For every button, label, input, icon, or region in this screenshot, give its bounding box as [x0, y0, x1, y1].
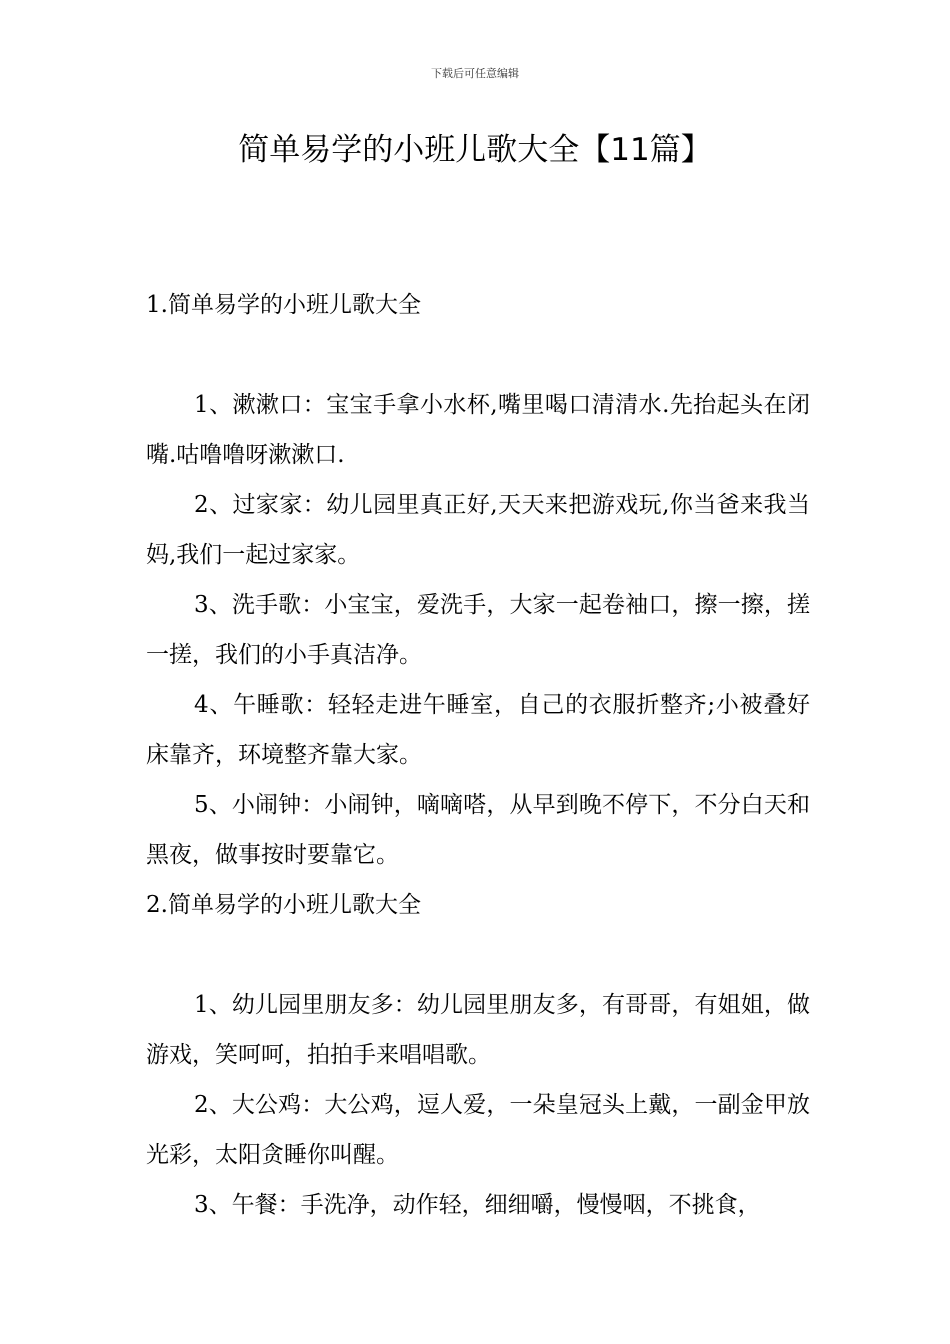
section-heading: 2.简单易学的小班儿歌大全	[146, 892, 421, 918]
document-body	[146, 280, 810, 1230]
poem-paragraph: 3、午餐：手洗净，动作轻，细细嚼，慢慢咽，不挑食，	[194, 1192, 761, 1218]
poem-paragraph: 4、午睡歌：轻轻走进午睡室，自己的衣服折整齐;小被叠好床靠齐，环境整齐靠大家。	[146, 692, 810, 768]
poem-paragraph: 3、洗手歌：小宝宝，爱洗手，大家一起卷袖口，擦一擦，搓一搓，我们的小手真洁净。	[146, 592, 810, 668]
header-note: 下载后可任意编辑	[431, 67, 519, 80]
blank-line	[146, 330, 810, 380]
section-2	[146, 880, 810, 1230]
poem-paragraph: 1、幼儿园里朋友多：幼儿园里朋友多，有哥哥，有姐姐，做游戏，笑呵呵，拍拍手来唱唱歌。	[146, 992, 810, 1068]
section-heading: 1.简单易学的小班儿歌大全	[146, 292, 421, 318]
blank-line	[146, 930, 810, 980]
poem-paragraph: 5、小闹钟：小闹钟，嘀嘀嗒，从早到晚不停下，不分白天和黑夜，做事按时要靠它。	[146, 792, 810, 868]
section-1	[146, 280, 810, 880]
document-title: 简单易学的小班儿歌大全【11篇】	[238, 132, 712, 168]
poem-paragraph: 1、漱漱口：宝宝手拿小水杯,嘴里喝口清清水.先抬起头在闭嘴.咕噜噜呀漱漱口.	[146, 392, 810, 468]
poem-paragraph: 2、大公鸡：大公鸡，逗人爱，一朵皇冠头上戴，一副金甲放光彩，太阳贪睡你叫醒。	[146, 1092, 810, 1168]
poem-paragraph: 2、过家家：幼儿园里真正好,天天来把游戏玩,你当爸来我当妈,我们一起过家家。	[146, 492, 810, 568]
